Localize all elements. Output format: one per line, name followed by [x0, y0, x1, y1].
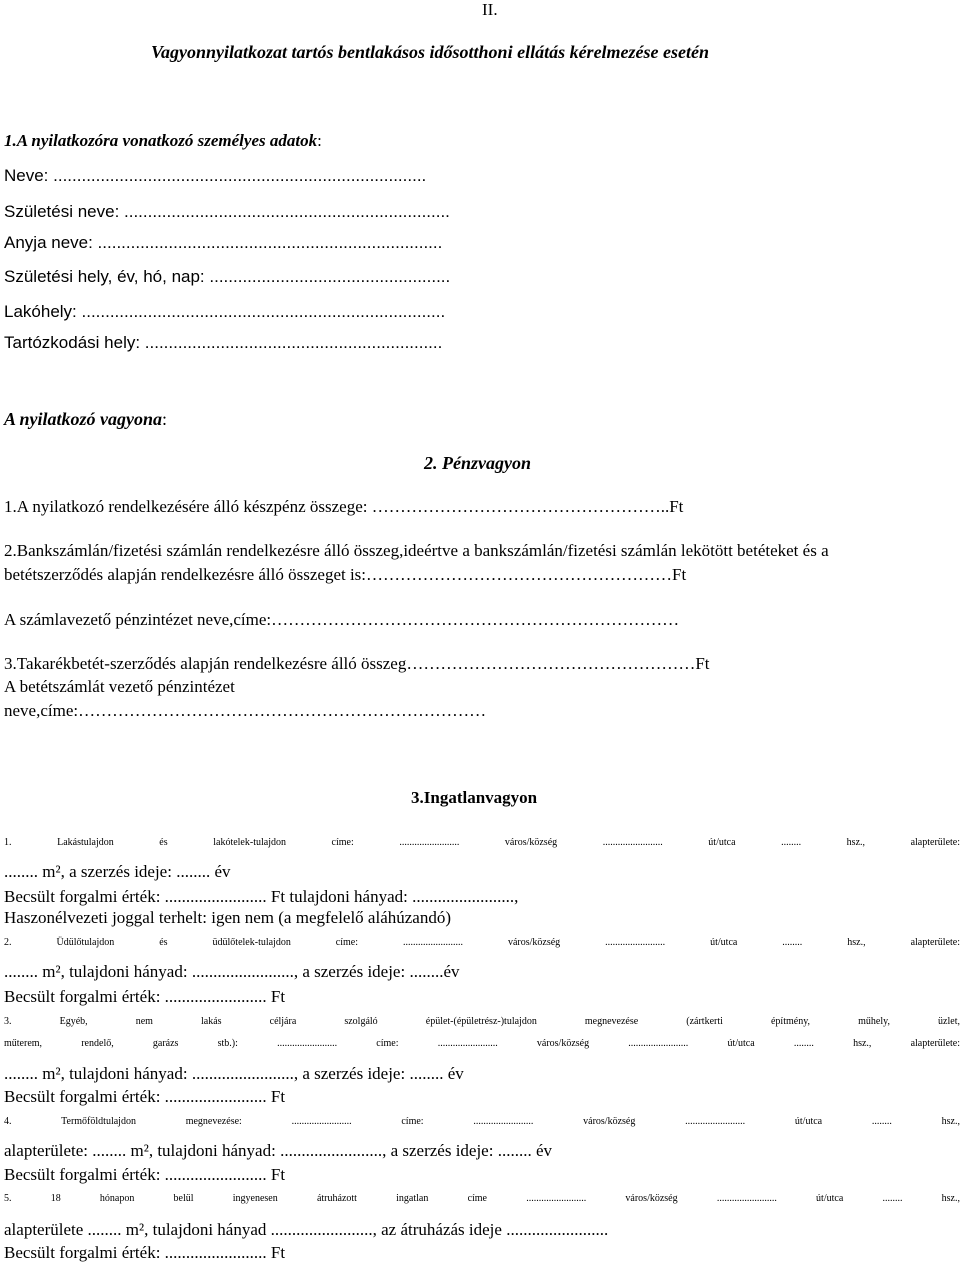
property-item-4a: 4. Termőföldtulajdon megnevezése: ........................ címe: ........................ város/község ........................ út/utca ........ hsz.,	[4, 1116, 960, 1127]
property-item-4c: Becsült forgalmi érték: ........................ Ft	[4, 1165, 286, 1184]
cash-line-6: neve,címe:………………………………………………………………	[4, 701, 487, 720]
page-number: II.	[482, 0, 498, 19]
property-section-title: 3.Ingatlanvagyon	[411, 788, 538, 807]
property-item-1d: Haszonélvezeti joggal terhelt: igen nem (a megfelelő aláhúzandó)	[4, 908, 451, 927]
mother-name-field: Anyja neve: .........................................................................	[4, 233, 443, 252]
birth-name-field: Születési neve: .....................................................................	[4, 202, 450, 221]
personal-heading-text: 1.A nyilatkozóra vonatkozó személyes adatok	[4, 131, 318, 150]
residence-field: Lakóhely: .............................................................................	[4, 302, 446, 321]
property-item-5a: 5. 18 hónapon belül ingyenesen átruházott ingatlan címe ........................ város/község ........................ út/utca ........ hsz.,	[4, 1193, 960, 1204]
property-item-5c: Becsült forgalmi érték: ........................ Ft	[4, 1243, 286, 1262]
property-item-2a: 2. Üdülőtulajdon és üdülőtelek-tulajdon címe: ........................ város/község ........................ út/utca ........ hsz., alapterülete:	[4, 937, 960, 948]
cash-line-2a: 2.Bankszámlán/fizetési számlán rendelkezésre álló összeg,ideértve a bankszámlán/fizetési számlán lekötött betéteket és a	[4, 541, 829, 560]
document-title: Vagyonnyilatkozat tartós bentlakásos idősotthoni ellátás kérelmezése esetén	[151, 42, 710, 62]
personal-heading	[4, 131, 322, 151]
stay-place-field: Tartózkodási hely: ...............................................................	[4, 333, 443, 352]
cash-section-title: 2. Pénzvagyon	[424, 453, 531, 473]
property-item-3c: ........ m², tulajdoni hányad: ........................, a szerzés ideje: ........ év	[4, 1064, 464, 1083]
property-item-2c: Becsült forgalmi érték: ........................ Ft	[4, 987, 286, 1006]
property-item-3d: Becsült forgalmi érték: ........................ Ft	[4, 1087, 286, 1106]
property-item-5b: alapterülete ........ m², tulajdoni hányad ........................, az átruházás ideje ........................	[4, 1220, 609, 1239]
property-item-1b: ........ m², a szerzés ideje: ........ év	[4, 862, 231, 881]
assets-heading-colon: :	[162, 409, 168, 429]
name-field: Neve: ...............................................................................	[4, 166, 427, 185]
cash-line-4: 3.Takarékbetét-szerződés alapján rendelkezésre álló összeg……………………………………………Ft	[4, 654, 710, 673]
property-item-3a: 3. Egyéb, nem lakás céljára szolgáló épület-(épületrész-)tulajdon megnevezése (zártkerti építmény, műhely, üzlet,	[4, 1016, 960, 1027]
property-item-3b: műterem, rendelő, garázs stb.): ........................ címe: ........................ város/község ........................ út/utca ........ hsz., alapterülete:	[4, 1038, 960, 1049]
personal-heading-colon: :	[317, 131, 322, 150]
assets-heading-text: A nyilatkozó vagyona	[4, 409, 163, 429]
birth-place-date-field: Születési hely, év, hó, nap: ...................................................	[4, 267, 451, 286]
property-item-1c: Becsült forgalmi érték: ........................ Ft tulajdoni hányad: ........................,	[4, 887, 519, 906]
property-item-1a: 1. Lakástulajdon és lakótelek-tulajdon címe: ........................ város/község ........................ út/utca ........ hsz., alapterülete:	[4, 837, 960, 848]
cash-line-3: A számlavezető pénzintézet neve,címe:………………………………………………………………	[4, 610, 680, 629]
property-item-4b: alapterülete: ........ m², tulajdoni hányad: ........................, a szerzés ideje: ........ év	[4, 1141, 553, 1160]
assets-heading	[4, 409, 167, 430]
cash-line-1: 1.A nyilatkozó rendelkezésére álló készpénz összege: ……………………………………………..Ft	[4, 497, 684, 516]
property-item-2b: ........ m², tulajdoni hányad: ........................, a szerzés ideje: ........év	[4, 962, 460, 981]
cash-line-2b: betétszerződés alapján rendelkezésre álló összeget is:………………………………………………Ft	[4, 565, 687, 584]
cash-line-5: A betétszámlát vezető pénzintézet	[4, 677, 235, 696]
